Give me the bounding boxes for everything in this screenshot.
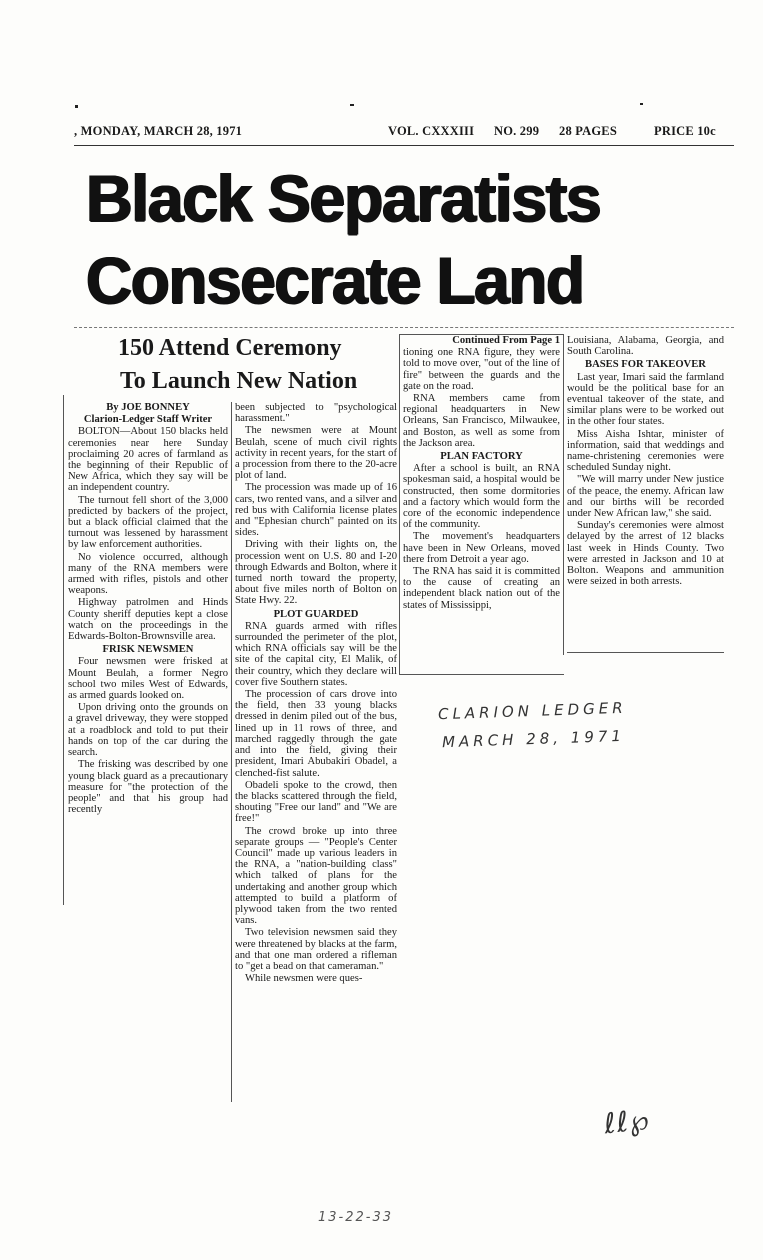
masthead-dateline — [74, 124, 734, 142]
paragraph: The movement's headquarters have been in New Orleans, moved there from Detroit a year ago. — [403, 531, 560, 565]
paragraph: The RNA has said it is committed to the cause of creating an independent black nation out of the states of Mississippi, — [403, 566, 560, 611]
subheadline-line-1: 150 Attend Ceremony — [118, 335, 342, 361]
section-heading: BASES FOR TAKEOVER — [585, 359, 706, 371]
column-rule — [399, 335, 400, 675]
masthead-rule — [74, 145, 734, 146]
paragraph: tioning one RNA figure, they were told to move over, "out of the line of fire" between the guards and the gate on the road. — [403, 347, 560, 392]
subheadline-line-2: To Launch New Nation — [120, 368, 358, 394]
paragraph: The newsmen were at Mount Beulah, scene of much civil rights activity in recent years, for the start of a procession from there to the 20-acre plot of land. — [235, 425, 397, 482]
price: PRICE 10c — [654, 124, 716, 138]
handwritten-date: MARCH 28, 1971 — [441, 726, 626, 752]
article-column-4 — [567, 335, 724, 653]
byline: By JOE BONNEY — [106, 402, 190, 413]
paragraph: Upon driving onto the grounds on a gravel driveway, they were stopped at a roadblock and told to put their hands on top of the car during the search. — [68, 702, 228, 759]
paragraph: While newsmen were ques- — [245, 973, 363, 985]
headline-line-1: Black Separatists — [86, 161, 601, 235]
handwritten-initials: ℓℓ℘ — [602, 1102, 652, 1141]
paragraph: BOLTON—About 150 blacks held ceremonies near here Sunday proclaiming 20 acres of farmland as the beginning of their Republic of New Africa, which they say will be an independent country. — [68, 426, 228, 494]
column-rule — [63, 395, 64, 905]
byline-credit: Clarion-Ledger Staff Writer — [83, 414, 213, 426]
column-rule — [563, 335, 564, 655]
article-column-3 — [403, 335, 560, 665]
volume-number: VOL. CXXXIII — [388, 124, 475, 138]
issue-number: NO. 299 — [494, 124, 540, 138]
paragraph: RNA guards armed with rifles surrounded the perimeter of the plot, which RNA officials say will be the site of the capital city, El Malik, of their country, which they declare will cover five Southern states. — [235, 620, 397, 688]
paragraph: The procession of cars drove into the field, then 33 young blacks dressed in denim piled out of the bus, lined up in 11 rows of three, and marched raggedly through the gate and into the field, giving their president, Imari Abubakiri Obadel, a clenched-fist salute. — [235, 689, 397, 779]
paragraph: The crowd broke up into three separate groups — "People's Center Council" made up various leaders in the RNA, a "nation-building class" which talked of plans for the undertaking and another group which attempted to build a platform of plywood taken from the two rented vans. — [235, 825, 397, 927]
section-heading: PLOT GUARDED — [273, 608, 359, 620]
section-heading: PLAN FACTORY — [440, 451, 523, 463]
section-heading: FRISK NEWSMEN — [102, 644, 194, 656]
scan-speck — [75, 105, 78, 108]
article-column-2 — [235, 402, 397, 1102]
headline-line-2: Consecrate Land — [86, 243, 584, 317]
continued-marker: Continued From Page 1 — [452, 335, 560, 346]
paragraph: Highway patrolmen and Hinds County sheriff deputies kept a close watch on the proceedings in the Edwards-Bolton-Brownsville area. — [68, 597, 228, 643]
paragraph: Four newsmen were frisked at Mount Beulah, a former Negro school two miles West of Edwards, as armed guards looked on. — [68, 656, 228, 702]
paragraph: Miss Aisha Ishtar, minister of information, said that weddings and name-christening ceremonies were scheduled Sunday night. — [567, 428, 724, 474]
paragraph: After a school is built, an RNA spokesman said, a hospital would be constructed, then some dormitories and a factory which would form the core of the economic independence of the community. — [403, 463, 560, 531]
paragraph: Two television newsmen said they were threatened by blacks at the farm, and that one man ordered a rifleman to "get a bead on that cameraman." — [235, 927, 397, 972]
scan-speck — [350, 104, 354, 106]
headline-rule — [74, 327, 734, 328]
paragraph: Obadeli spoke to the crowd, then the blacks scattered through the field, shouting "Free our land" and "We are free!" — [235, 779, 397, 825]
page-count: 28 PAGES — [559, 124, 617, 138]
paragraph: Last year, Imari said the farmland would be the political base for an eventual takeover of the state, and similar plans were to be worked out in the other four states. — [567, 371, 724, 428]
scan-speck — [640, 103, 643, 105]
column-end-rule — [399, 674, 564, 675]
paragraph: Sunday's ceremonies were almost delayed by the arrest of 12 blacks last week in Hinds County. Two were arrested in Jackson and 10 at Bolton. Weapons and ammunition were seized in both arrests. — [567, 520, 724, 588]
paragraph: Louisiana, Alabama, Georgia, and South Carolina. — [567, 335, 724, 358]
paragraph: The turnout fell short of the 3,000 predicted by backers of the project, but a black official claimed that the turnout was lessened by harassment by law enforcement authorities. — [68, 494, 228, 551]
handwritten-source: CLARION LEDGER — [437, 698, 627, 724]
paragraph: Driving with their lights on, the procession went on U.S. 80 and I-20 through Edwards and Bolton, where it turned north toward the property, about five miles north of Bolton on State Hwy. 22. — [235, 539, 397, 607]
article-column-1 — [68, 402, 228, 892]
paragraph: No violence occurred, although many of the RNA members were armed with rifles, pistols and other weapons. — [68, 551, 228, 597]
paragraph: "We will marry under New justice of the peace, the enemy. African law and our births will be recorded under New African law," she said. — [567, 474, 724, 520]
paragraph: The procession was made up of 16 cars, two rented vans, and a silver and red bus with California license plates and "Ephesian church" painted on its sides. — [235, 482, 397, 539]
paragraph: RNA members came from regional headquarters in New Orleans, San Francisco, Milwaukee, and Boston, as well as some from the Jackson area. — [403, 393, 560, 449]
column-rule — [231, 402, 232, 1102]
issue-date: , MONDAY, MARCH 28, 1971 — [74, 124, 243, 138]
paragraph: been subjected to "psychological harassment." — [235, 402, 397, 425]
paragraph: The frisking was described by one young black guard as a precautionary measure for "the protection of the people" and that his group had recently — [68, 759, 228, 816]
file-number: 13-22-33 — [318, 1210, 394, 1225]
